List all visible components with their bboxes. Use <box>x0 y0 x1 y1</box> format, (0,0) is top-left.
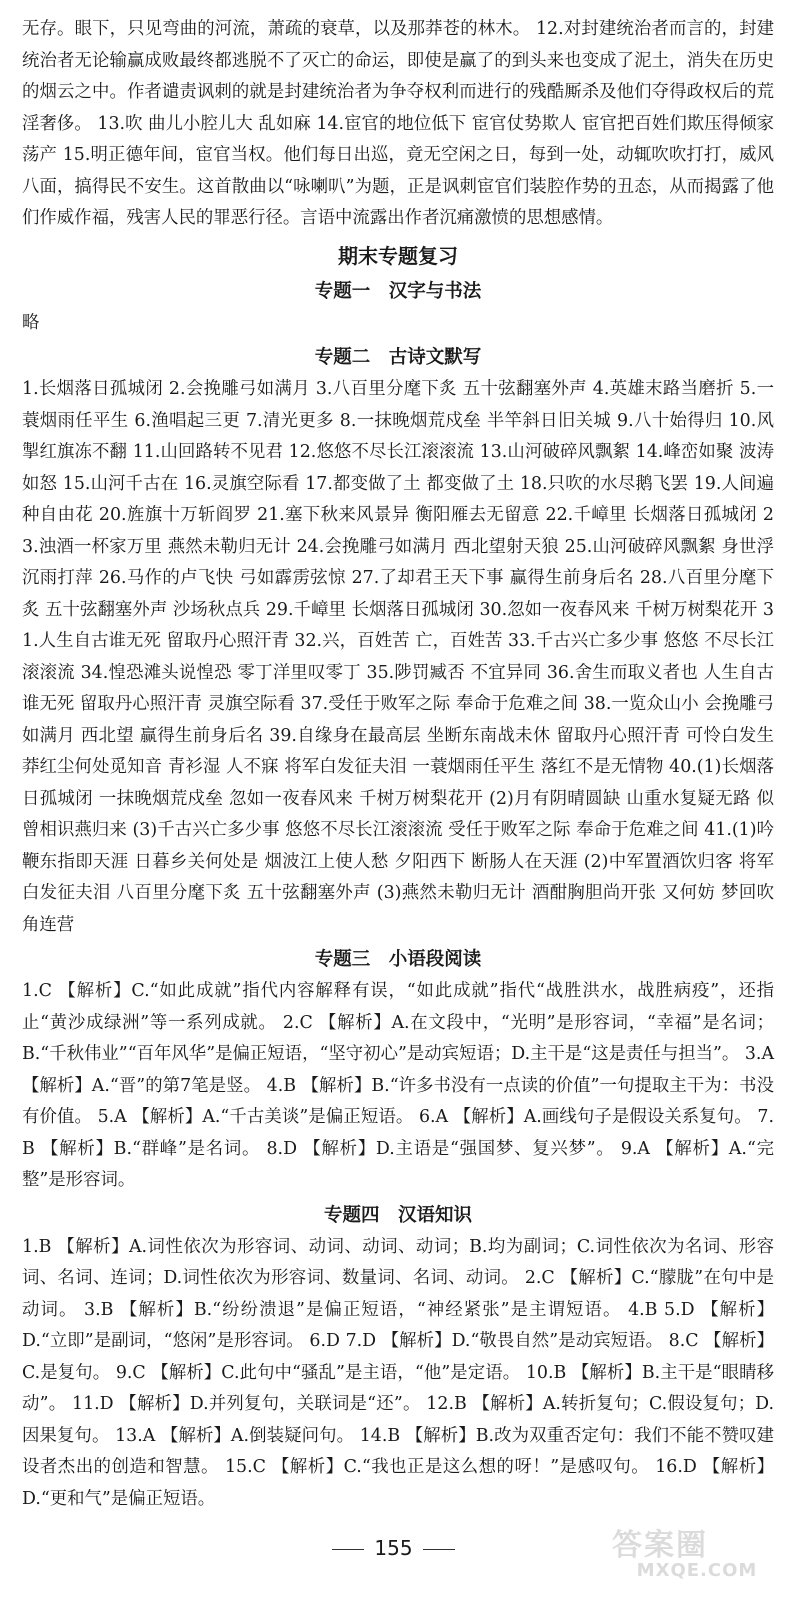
topic3-heading: 专题三 小语段阅读 <box>314 949 482 970</box>
topic1-body: 略 <box>22 312 40 333</box>
footer-dash-left <box>332 1549 364 1550</box>
topic4-heading: 专题四 汉语知识 <box>323 1204 472 1226</box>
topic4-body: 1.B 【解析】A.词性依次为形容词、动词、动词、动词；B.均为副词；C.词性依次为名词、形容词、名词、连词；D.词性依次为形容词、数量词、名词、动词。 2.C 【解析】C.“朦胧”在句中是动词。 3.B 【解析】B.“纷纷溃退”是偏正短语，“神经紧张”是主谓短语。 4.B 5.D 【解析】D.“立即”是副词，“悠闲”是形容词。 6.D 7.D 【解析】D.“敬畏自然”是动宾短语。 8.C 【解析】C.是复句。 9.C 【解析】C.此句中“骚乱”是主语，“他”是定语。 10.B 【解析】B.主干是“眼睛移动”。 11.D 【解析】D.并列复句，关联词是“还”。 12.B 【解析】A.转折复句；C.假设复句；D.因果复句。 13.A 【解析】A.倒装疑问句。 14.B 【解析】B.改为双重否定句：我们不能不赞叹建设者杰出的创造和智慧。 15.C 【解析】C.“我也正是这么想的呀！”是感叹句。 16.D 【解析】D.“更和气”是偏正短语。 <box>22 1236 774 1509</box>
topic1-heading: 专题一 汉字与书法 <box>314 280 482 302</box>
topic2-body: 1.长烟落日孤城闭 2.会挽雕弓如满月 3.八百里分麾下炙 五十弦翻塞外声 4.英雄末路当磨折 5.一蓑烟雨任平生 6.渔唱起三更 7.清光更多 8.一抹晚烟荒戍垒 半竿斜日旧关城 9.八十始得归 10.风掣红旗冻不翻 11.山回路转不见君 12.悠悠不尽长江滚滚流 13.山河破碎风飘絮 14.峰峦如聚 波涛如怒 15.山河千古在 16.灵旗空际看 17.都变做了土 都变做了土 18.只吹的水尽鹅飞罢 19.人间遍种自由花 20.旌旗十万斩阎罗 21.塞下秋来风景异 衡阳雁去无留意 22.千嶂里 长烟落日孤城闭 23.浊酒一杯家万里 燕然未勒归无计 24.会挽雕弓如满月 西北望射天狼 25.山河破碎风飘絮 身世浮沉雨打萍 26.马作的卢飞快 弓如霹雳弦惊 27.了却君王天下事 赢得生前身后名 28.八百里分麾下炙 五十弦翻塞外声 沙场秋点兵 29.千嶂里 长烟落日孤城闭 30.忽如一夜春风来 千树万树梨花开 31.人生自古谁无死 留取丹心照汗青 32.兴，百姓苦 亡，百姓苦 33.千古兴亡多少事 悠悠 不尽长江滚滚流 34.惶恐滩头说惶恐 零丁洋里叹零丁 35.陟罚臧否 不宜异同 36.舍生而取义者也 人生自古谁无死 留取丹心照汗青 灵旗空际看 37.受任于败军之际 奉命于危难之间 38.一览众山小 会挽雕弓如满月 西北望 赢得生前身后名 39.自缘身在最高层 坐断东南战未休 留取丹心照汗青 可怜白发生 莽红尘何处觅知音 青衫湿 人不寐 将军白发征夫泪 一蓑烟雨任平生 落红不是无情物 40.(1)长烟落日孤城闭 一抹晚烟荒戍垒 忽如一夜春风来 千树万树梨花开 (2)月有阴晴圆缺 山重水复疑无路 似曾相识燕归来 (3)千古兴亡多少事 悠悠不尽长江滚滚流 受任于败军之际 奉命于危难之间 41.(1)吟鞭东指即天涯 日暮乡关何处是 烟波江上使人愁 夕阳西下 断肠人在天涯 (2)中军置酒饮归客 将军白发征夫泪 八百里分麾下炙 五十弦翻塞外声 (3)燕然未勒归无计 酒酣胸胆尚开张 又何妨 梦回吹角连营 <box>22 379 774 935</box>
page-number: 155 <box>374 1536 413 1560</box>
topic3-body: 1.C 【解析】C.“如此成就”指代内容解释有误，“如此成就”指代“战胜洪水，战胜病疫”，还指止“黄沙成绿洲”等一系列成就。 2.C 【解析】A.在文段中，“光明”是形容词，“幸福”是名词；B.“千秋伟业”“百年风华”是偏正短语，“坚守初心”是动宾短语；D.主干是“这是责任与担当”。 3.A 【解析】A.“晋”的第7笔是竖。 4.B 【解析】B.“许多书没有一点读的价值”一句提取主干为：书没有价值。 5.A 【解析】A.“千古美谈”是偏正短语。 6.A 【解析】A.画线句子是假设关系复句。 7.B 【解析】B.“群峰”是名词。 8.D 【解析】D.主语是“强国梦、复兴梦”。 9.A 【解析】A.“完整”是形容词。 <box>22 981 774 1190</box>
footer-dash-right <box>423 1549 455 1550</box>
answer-page <box>22 14 774 1515</box>
watermark-text-bottom: MXQE.COM <box>636 1560 758 1581</box>
page-title: 期末专题复习 <box>338 243 458 268</box>
intro-paragraph: 无存。眼下，只见弯曲的河流，萧疏的衰草，以及那莽苍的林木。 12.对封建统治者而言的，封建统治者无论输赢成败最终都逃脱不了灭亡的命运，即使是赢了的到头来也变成了泥土，消失在历史的烟云之中。作者谴责讽刺的就是封建统治者为争夺权利而进行的残酷厮杀及他们夺得政权后的荒淫奢侈。 13.吹 曲儿小腔儿大 乱如麻 14.宦官的地位低下 宦官仗势欺人 宦官把百姓们欺压得倾家荡产 15.明正德年间，宦官当权。他们每日出巡，竟无空闲之日，每到一处，动辄吹吹打打，威风八面，搞得民不安生。这首散曲以“咏喇叭”为题，正是讽刺宦官们装腔作势的丑态，从而揭露了他们作威作福，残害人民的罪恶行径。言语中流露出作者沉痛激愤的思想感情。 <box>22 19 774 228</box>
watermark-logo <box>612 1520 782 1596</box>
watermark-text-top: 答案圈 <box>612 1528 708 1563</box>
topic2-heading: 专题二 古诗文默写 <box>314 347 482 368</box>
